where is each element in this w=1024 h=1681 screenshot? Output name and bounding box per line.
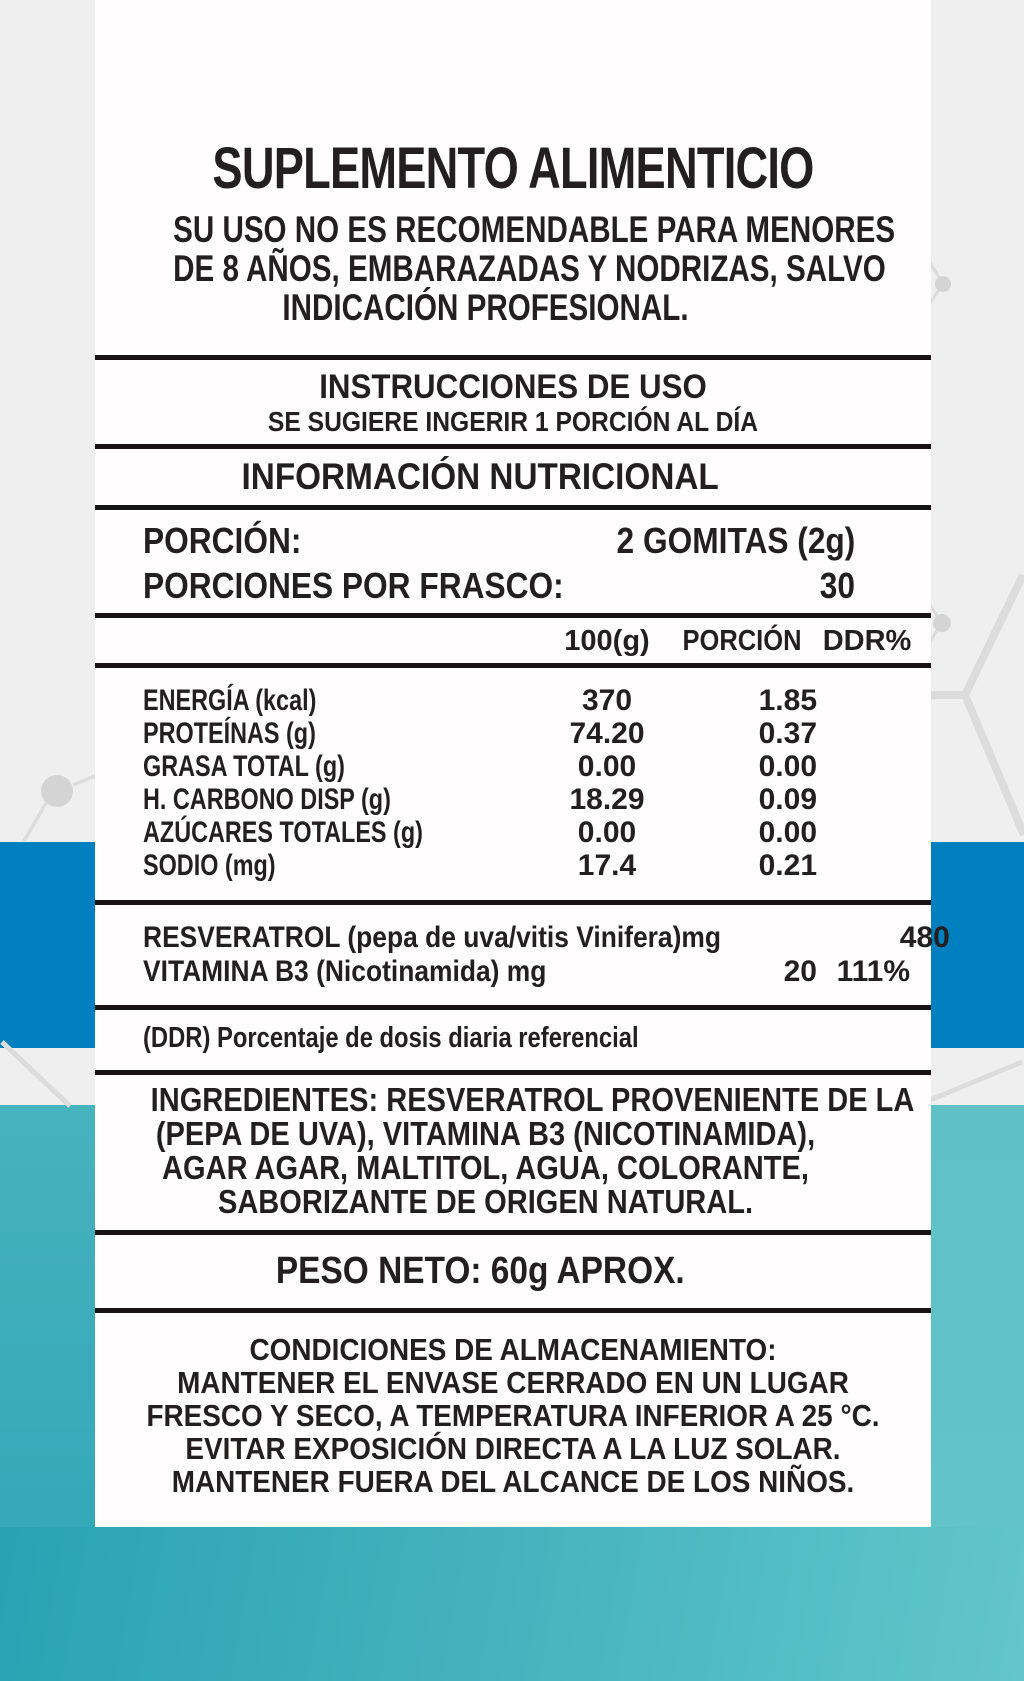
nutrition-label-card bbox=[95, 0, 950, 1527]
warning-line: SU USO NO ES RECOMENDABLE PARA MENORES bbox=[173, 209, 896, 250]
molecule-node-icon bbox=[935, 276, 951, 292]
value-portion: 0.00 bbox=[758, 816, 817, 849]
storage-line: EVITAR EXPOSICIÓN DIRECTA A LA LUZ SOLAR. bbox=[185, 1431, 841, 1466]
ingredients-section bbox=[95, 1075, 931, 1230]
value-per100: 17.4 bbox=[577, 849, 637, 882]
value-per100: 18.29 bbox=[569, 783, 645, 816]
molecule-node-icon bbox=[41, 775, 73, 807]
table-row bbox=[95, 717, 931, 750]
nutrition-title: INFORMACIÓN NUTRICIONAL bbox=[241, 456, 720, 497]
ingredients-line: AGAR AGAR, MALTITOL, AGUA, COLORANTE, bbox=[162, 1149, 809, 1186]
net-weight-section bbox=[95, 1235, 931, 1308]
nutrient-label: H. CARBONO DISP (g) bbox=[143, 783, 391, 816]
value-per100: 0.00 bbox=[577, 816, 637, 849]
value-per100: 74.20 bbox=[569, 717, 645, 750]
storage-line: FRESCO Y SECO, A TEMPERATURA INFERIOR A 25 °C. bbox=[146, 1398, 880, 1433]
ddr-note-section bbox=[95, 1010, 931, 1070]
warning-line: DE 8 AÑOS, EMBARAZADAS Y NODRIZAS, SALVO bbox=[173, 248, 886, 289]
table-row bbox=[95, 849, 931, 882]
instructions-section bbox=[95, 360, 931, 444]
value-portion: 1.85 bbox=[758, 684, 817, 717]
table-row bbox=[95, 783, 931, 816]
value-portion: 20 bbox=[783, 955, 817, 988]
serving-row bbox=[143, 520, 855, 565]
value-per100: 0.00 bbox=[577, 750, 637, 783]
nutrient-label: PROTEÍNAS (g) bbox=[143, 717, 316, 750]
column-header-portion: PORCIÓN bbox=[682, 625, 802, 657]
ingredients-line: SABORIZANTE DE ORIGEN NATURAL. bbox=[217, 1183, 754, 1220]
table-row bbox=[95, 684, 931, 717]
net-weight: PESO NETO: 60g APROX. bbox=[276, 1250, 685, 1292]
value-portion: 0.21 bbox=[758, 849, 817, 882]
nutrient-label: AZÚCARES TOTALES (g) bbox=[143, 816, 423, 849]
nutrient-label: ENERGÍA (kcal) bbox=[143, 684, 317, 717]
ingredients-line: (PEPA DE UVA), VITAMINA B3 (NICOTINAMIDA), bbox=[155, 1115, 816, 1152]
value-portion: 0.37 bbox=[758, 717, 817, 750]
nutrient-label: SODIO (mg) bbox=[143, 849, 276, 882]
serving-label: PORCIONES POR FRASCO: bbox=[143, 565, 564, 606]
storage-line: CONDICIONES DE ALMACENAMIENTO: bbox=[249, 1332, 777, 1367]
table-header-row bbox=[95, 618, 931, 663]
nutrient-label: GRASA TOTAL (g) bbox=[143, 750, 345, 783]
active-label: VITAMINA B3 (Nicotinamida) mg bbox=[143, 955, 547, 988]
page-title: SUPLEMENTO ALIMENTICIO bbox=[212, 136, 814, 201]
column-header-ddr: DDR% bbox=[822, 625, 912, 657]
ingredients-line: INGREDIENTES: RESVERATROL PROVENIENTE DE LA bbox=[150, 1081, 915, 1118]
value-portion: 0.00 bbox=[758, 750, 817, 783]
header-section bbox=[95, 0, 931, 355]
table-row bbox=[95, 955, 931, 989]
serving-value: 30 bbox=[819, 565, 855, 606]
storage-line: MANTENER EL ENVASE CERRADO EN UN LUGAR bbox=[177, 1365, 849, 1400]
active-ingredients-table bbox=[95, 905, 950, 1005]
serving-row bbox=[143, 565, 855, 610]
nutrition-title-section bbox=[95, 449, 931, 505]
value-portion: 0.09 bbox=[758, 783, 817, 816]
instructions-title: INSTRUCCIONES DE USO bbox=[319, 368, 707, 406]
warning-line: INDICACIÓN PROFESIONAL. bbox=[282, 287, 689, 328]
table-row bbox=[95, 816, 931, 849]
warning-text bbox=[95, 210, 931, 327]
value-per100: 370 bbox=[581, 684, 633, 717]
storage-line: MANTENER FUERA DEL ALCANCE DE LOS NIÑOS. bbox=[171, 1464, 855, 1499]
active-label: RESVERATROL (pepa de uva/vitis Vinifera)mg bbox=[143, 921, 722, 954]
instructions-subtitle: SE SUGIERE INGERIR 1 PORCIÓN AL DÍA bbox=[267, 406, 759, 437]
storage-conditions-section bbox=[95, 1313, 931, 1527]
molecule-node-icon bbox=[933, 614, 951, 632]
value-ddr: 111% bbox=[836, 955, 910, 988]
serving-value: 2 GOMITAS (2g) bbox=[616, 520, 855, 561]
value-portion: 480 bbox=[899, 921, 950, 954]
serving-info-section bbox=[95, 510, 931, 613]
serving-label: PORCIÓN: bbox=[143, 520, 302, 561]
column-header-per100: 100(g) bbox=[564, 625, 650, 657]
table-row bbox=[95, 921, 950, 955]
ddr-note: (DDR) Porcentaje de dosis diaria referencial bbox=[143, 1022, 639, 1054]
nutrients-table bbox=[95, 668, 931, 900]
table-row bbox=[95, 750, 931, 783]
